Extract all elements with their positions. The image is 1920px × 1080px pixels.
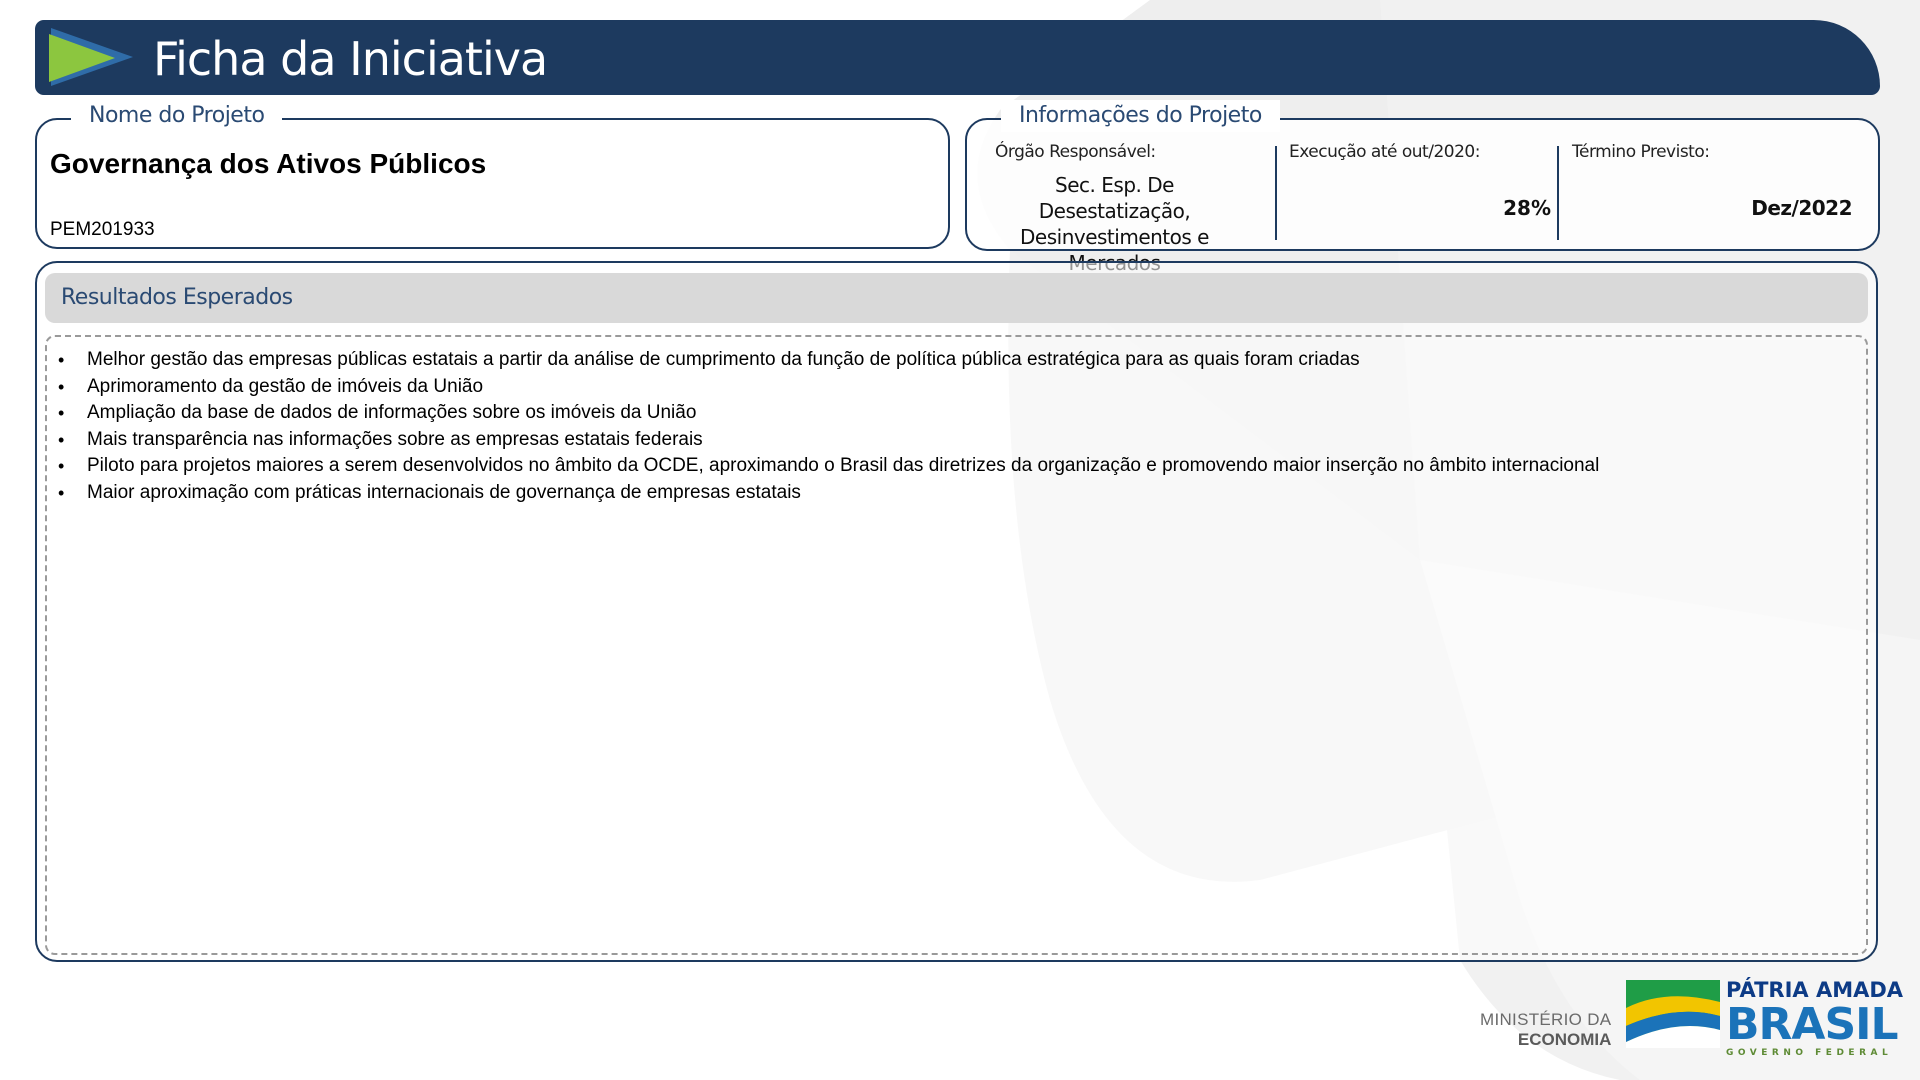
project-info-box: [965, 103, 1880, 251]
execution-label: Execução até out/2020:: [1289, 142, 1480, 162]
project-name-box: [35, 103, 950, 249]
brazil-flag-icon: [1626, 980, 1720, 1048]
brand-line3: GOVERNO FEDERAL: [1726, 1048, 1893, 1058]
page-title: Ficha da Iniciativa: [153, 32, 548, 86]
list-item: • Piloto para projetos maiores a serem desenvolvidos no âmbito da OCDE, aproximando o Brasil das diretrizes da organização e promovendo maior inserção no âmbito internacional: [47, 453, 1866, 480]
execution-column: [1289, 142, 1551, 252]
end-date-label: Término Previsto:: [1572, 142, 1710, 162]
info-divider-2: [1557, 146, 1559, 240]
list-item: • Ampliação da base de dados de informações sobre os imóveis da União: [47, 400, 1866, 427]
project-info-legend: Informações do Projeto: [1001, 100, 1280, 132]
project-code: PEM201933: [50, 219, 155, 240]
header-banner: [35, 20, 1880, 95]
list-item: • Maior aproximação com práticas internacionais de governança de empresas estatais: [47, 480, 1866, 507]
ministry-line2: ECONOMIA: [1517, 1030, 1612, 1049]
execution-value: 28%: [1503, 196, 1551, 220]
expected-results-content: [45, 335, 1868, 955]
ministry-line1: MINISTÉRIO DA: [1480, 1010, 1612, 1029]
info-divider-1: [1275, 146, 1277, 240]
list-item: • Aprimoramento da gestão de imóveis da União: [47, 374, 1866, 401]
org-label: Órgão Responsável:: [995, 142, 1156, 162]
list-item: • Mais transparência nas informações sobre as empresas estatais federais: [47, 427, 1866, 454]
end-date-column: [1572, 142, 1852, 252]
project-name: Governança dos Ativos Públicos: [50, 148, 487, 179]
project-name-legend: Nome do Projeto: [71, 100, 282, 132]
expected-results-list: [47, 347, 1866, 506]
ministry-logo: [1480, 1010, 1611, 1050]
expected-results-box: [35, 261, 1878, 962]
brand-line1: PÁTRIA AMADA: [1726, 978, 1904, 1002]
expected-results-title: Resultados Esperados: [45, 273, 1868, 323]
end-date-value: Dez/2022: [1751, 196, 1852, 220]
org-column: [995, 142, 1265, 162]
play-arrow-icon: [49, 26, 139, 88]
brand-line2: BRASIL: [1726, 999, 1898, 1050]
list-item: • Melhor gestão das empresas públicas estatais a partir da análise de cumprimento da função de política pública estratégica para as quais foram criadas: [47, 347, 1866, 374]
patria-amada-brasil-logo: [1726, 978, 1903, 1058]
org-value: Sec. Esp. De Desestatização, Desinvestimentos e: [1020, 173, 1209, 249]
